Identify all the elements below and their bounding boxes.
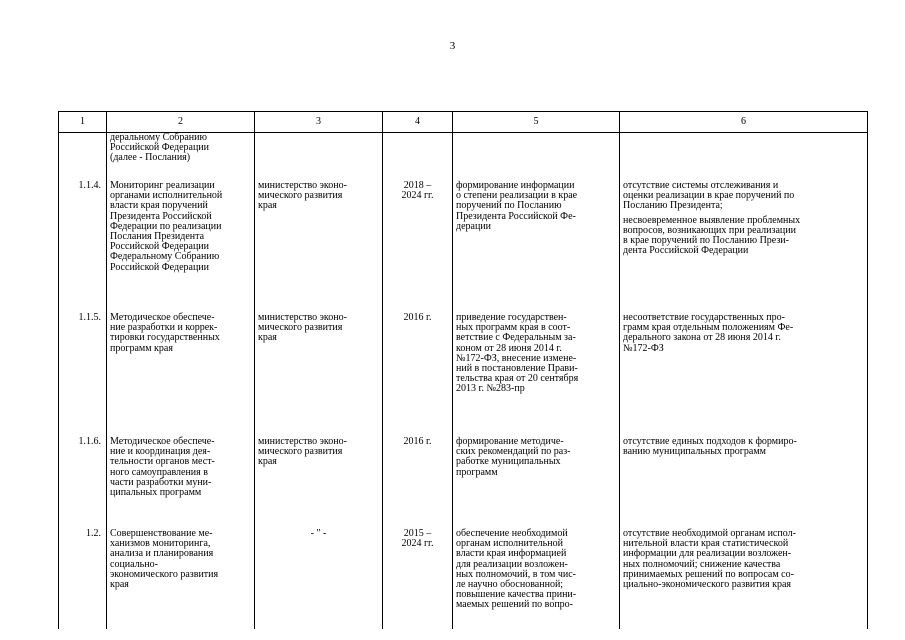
item-number: 1.1.6.	[59, 425, 107, 517]
text-line: министерство эконо-	[258, 180, 347, 191]
text-line: принимаемых решений по вопросам со-	[623, 568, 794, 580]
item-executor	[255, 517, 383, 629]
item-number: 1.2.	[59, 517, 107, 629]
text-line: органами исполнительной	[110, 190, 223, 202]
text-line: коном от 28 июня 2014 г.	[456, 342, 562, 354]
table-row	[59, 517, 868, 629]
text-line: края	[258, 200, 277, 212]
item-period	[383, 517, 453, 629]
text-line: формирование методиче-	[456, 436, 564, 447]
consequence-paragraph	[623, 313, 864, 354]
text-line: обеспечение необходимой	[456, 528, 568, 539]
text-line: циально-экономического развития края	[623, 579, 791, 591]
text-line: 2018 –	[403, 180, 432, 191]
item-consequence	[620, 425, 868, 517]
text-line: министерство эконо-	[258, 436, 347, 447]
text-line: мического развития	[258, 190, 343, 202]
text-line: для реализации возложен-	[456, 558, 568, 570]
text-line: министерство эконо-	[258, 312, 347, 323]
consequence-paragraph	[623, 181, 864, 212]
text-line: ных полномочий; снижение качества	[623, 558, 781, 570]
text-line: ле научно обоснованной;	[456, 579, 564, 591]
text-line: края	[258, 456, 277, 468]
item-consequence	[620, 169, 868, 301]
text-line: маемых решений по вопро-	[456, 599, 574, 611]
item-period	[383, 169, 453, 301]
table-row	[59, 425, 868, 517]
text-line: Совершенствование ме-	[110, 528, 213, 539]
item-number: 1.1.4.	[59, 169, 107, 301]
text-line: в крае поручений по Посланию Прези-	[623, 235, 789, 247]
text-line: Президента Российской Фе-	[456, 210, 576, 222]
continuation-row	[59, 133, 868, 170]
text-line: вопросов, возникающих при реализации	[623, 224, 796, 236]
text-line: власти края информацией	[456, 548, 567, 560]
text-line: программ края	[110, 342, 173, 354]
item-executor	[255, 169, 383, 301]
text-line: ванию муниципальных программ	[623, 446, 766, 458]
text-line: 2016 г.	[403, 312, 432, 323]
text-line: Федеральному Собранию	[110, 251, 220, 263]
text-line: - " -	[310, 528, 327, 539]
consequence-paragraph	[623, 437, 864, 457]
text-line: Федерации по реализации	[110, 220, 222, 232]
text-line: Методическое обеспече-	[110, 312, 215, 323]
text-line: отсутствие системы отслеживания и	[623, 180, 779, 191]
consequence-paragraph	[623, 216, 864, 257]
text-line: ние и координация дея-	[110, 446, 211, 458]
item-executor	[255, 301, 383, 425]
text-line: №172-ФЗ	[623, 342, 664, 354]
text-line: нительной власти края статистической	[623, 538, 789, 550]
text-line: мического развития	[258, 322, 343, 334]
item-name	[107, 301, 255, 425]
header-cell: 1	[59, 112, 107, 133]
consequence-paragraph	[623, 529, 864, 590]
text-line: о степени реализации в крае	[456, 190, 578, 202]
text-line: Российской Федерации	[110, 261, 210, 273]
header-cell: 5	[453, 112, 620, 133]
text-line: 2013 г. №283-пр	[456, 383, 525, 395]
text-line: отсутствие единых подходов к формиро-	[623, 436, 797, 447]
text-line: №172-ФЗ, внесение измене-	[456, 352, 577, 364]
item-name	[107, 169, 255, 301]
header-cell: 6	[620, 112, 868, 133]
text-line: несвоевременное выявление проблемных	[623, 214, 801, 226]
text-line: Послания Президента	[110, 231, 205, 243]
header-cell: 3	[255, 112, 383, 133]
text-line: Посланию Президента;	[623, 200, 723, 212]
item-consequence	[620, 301, 868, 425]
text-line: ветствие с Федеральным за-	[456, 332, 576, 344]
item-result	[453, 517, 620, 629]
text-line: тировки государственных	[110, 332, 220, 344]
text-line: дента Российской Федерации	[623, 245, 749, 257]
text-line: ние разработки и коррек-	[110, 322, 218, 334]
text-line: формирование информации	[456, 180, 575, 191]
text-line: 2024 гг.	[401, 538, 434, 550]
item-consequence	[620, 517, 868, 629]
continuation-text: деральному Собранию Российской Федерации (далее - Послания)	[107, 133, 255, 170]
item-result	[453, 169, 620, 301]
text-line: Президента Российской	[110, 210, 212, 222]
text-line: ного самоуправления в	[110, 466, 208, 478]
text-line: экономического развития	[110, 568, 219, 580]
text-line: 2016 г.	[403, 436, 432, 447]
text-line: работке муниципальных	[456, 456, 561, 468]
text-line: ханизмов мониторинга,	[110, 538, 211, 550]
header-cell: 4	[383, 112, 453, 133]
text-line: оценки реализации в крае поручений по	[623, 190, 795, 202]
page-number: 3	[449, 40, 456, 52]
text-line: программ	[456, 466, 498, 478]
text-line: Мониторинг реализации	[110, 180, 215, 191]
text-line: 2015 –	[403, 528, 432, 539]
item-result	[453, 425, 620, 517]
text-line: дерального закона от 28 июня 2014 г.	[623, 332, 781, 344]
text-line: поручений по Посланию	[456, 200, 562, 212]
text-line: ний в постановление Прави-	[456, 363, 578, 375]
text-line: края	[258, 332, 277, 344]
item-result	[453, 301, 620, 425]
table-row	[59, 169, 868, 301]
text-line: ных полномочий, в том чис-	[456, 568, 576, 580]
text-line: повышение качества прини-	[456, 589, 577, 601]
item-name	[107, 517, 255, 629]
header-row	[59, 112, 868, 133]
text-line: органам исполнительной	[456, 538, 563, 550]
text-line: Методическое обеспече-	[110, 436, 215, 447]
text-line: 2024 гг.	[401, 190, 434, 202]
text-line: социально-	[110, 558, 158, 570]
item-period	[383, 425, 453, 517]
header-cell: 2	[107, 112, 255, 133]
item-executor	[255, 425, 383, 517]
item-name	[107, 425, 255, 517]
text-line: информации для реализации возложен-	[623, 548, 792, 560]
item-period	[383, 301, 453, 425]
text-line: Российской Федерации	[110, 241, 210, 253]
text-line: грамм края отдельным положениям Фе-	[623, 322, 794, 334]
text-line: анализа и планирования	[110, 548, 214, 560]
text-line: ных программ края в соот-	[456, 322, 571, 334]
text-line: отсутствие необходимой органам испол-	[623, 528, 796, 539]
table-row	[59, 301, 868, 425]
item-number: 1.1.5.	[59, 301, 107, 425]
text-line: края	[110, 579, 129, 591]
text-line: ципальных программ	[110, 487, 202, 499]
text-line: части разработки муни-	[110, 476, 212, 488]
text-line: тельности органов мест-	[110, 456, 215, 468]
text-line: ских рекомендаций по раз-	[456, 446, 571, 458]
text-line: власти края поручений	[110, 200, 208, 212]
text-line: тельства края от 20 сентября	[456, 373, 579, 385]
text-line: приведение государствен-	[456, 312, 567, 323]
text-line: дерации	[456, 220, 492, 232]
text-line: мического развития	[258, 446, 343, 458]
text-line: несоответствие государственных про-	[623, 312, 785, 323]
plan-table	[58, 111, 868, 629]
